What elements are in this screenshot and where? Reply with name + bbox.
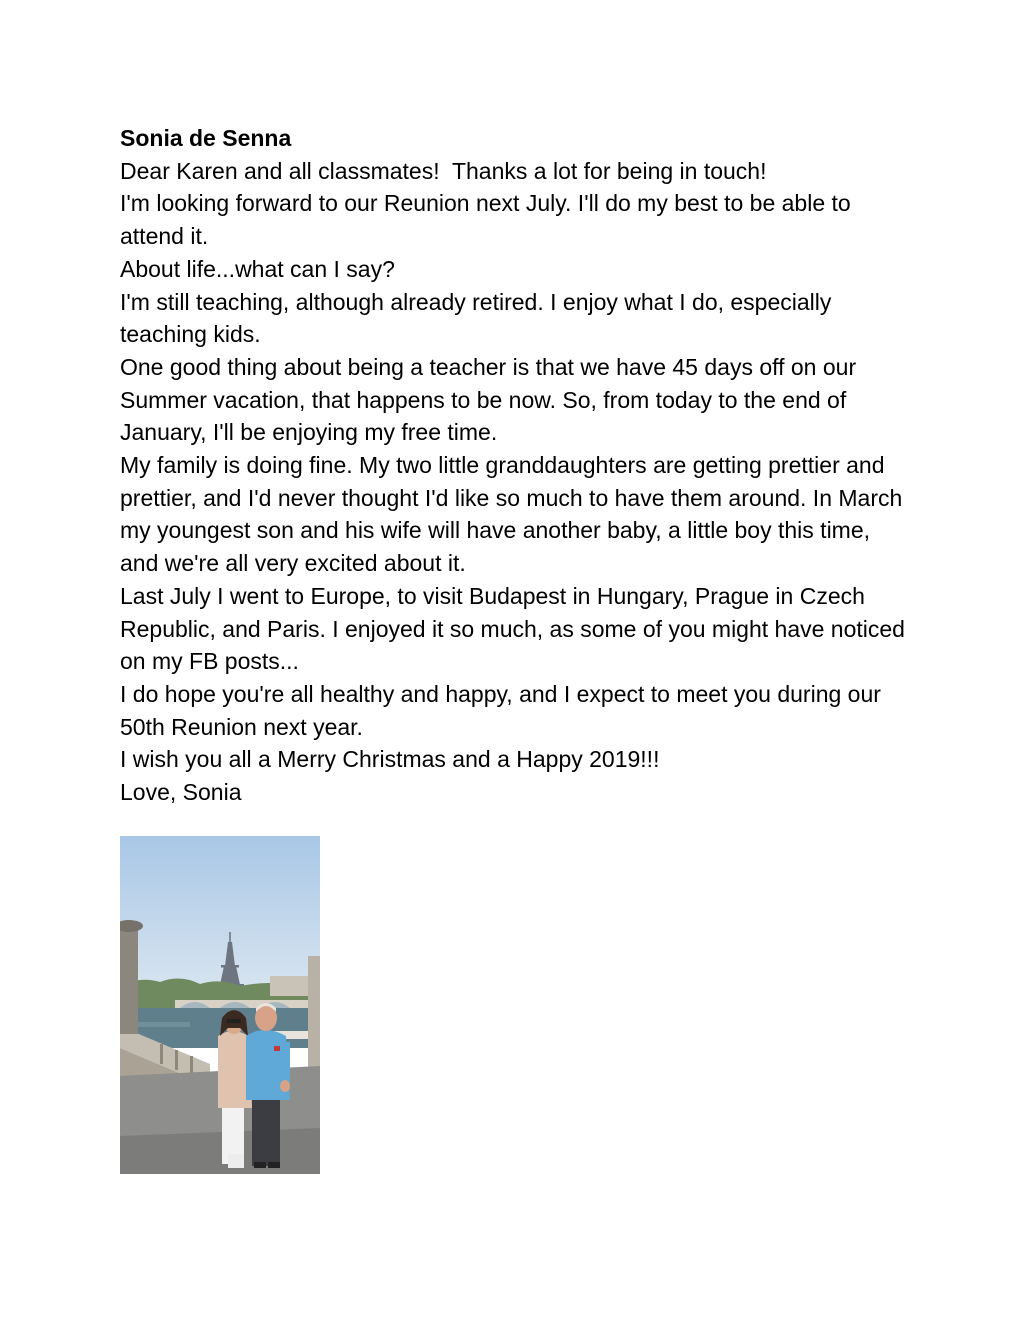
letter-body (120, 122, 910, 809)
letter-paragraph: My family is doing fine. My two little granddaughters are getting prettier and prettier, and I'd never thought I'd like so much to have them around. In March my youngest son and his wife will have another baby, a little boy this time, and we're all very excited about it. (120, 452, 909, 577)
letter-paragraph: I wish you all a Merry Christmas and a Happy 2019!!! (120, 746, 660, 773)
photo-illustration (120, 836, 320, 1174)
paris-couple-photo (120, 836, 320, 1174)
letter-heading: Sonia de Senna (120, 125, 292, 151)
letter-paragraph: I'm still teaching, although already retired. I enjoy what I do, especially teaching kids. (120, 288, 838, 348)
letter-signoff: Love, Sonia (120, 779, 242, 806)
letter-paragraph: About life...what can I say? (120, 255, 395, 282)
bridge (175, 1000, 320, 1008)
letter-paragraph: I'm looking forward to our Reunion next July. I'll do my best to be able to attend it. (120, 190, 858, 250)
letter-paragraph: One good thing about being a teacher is that we have 45 days off on our Summer vacation, that happens to be now. So, from today to the end of January, I'll be enjoying my free time. (120, 353, 863, 446)
distant-building (270, 976, 310, 996)
letter-paragraph: I do hope you're all healthy and happy, and I expect to meet you during our 50th Reunion next year. (120, 680, 888, 740)
letter-paragraph: Dear Karen and all classmates! Thanks a lot for being in touch! (120, 157, 767, 184)
letter-paragraph: Last July I went to Europe, to visit Budapest in Hungary, Prague in Czech Republic, and Paris. I enjoyed it so much, as some of you might have noticed on my FB posts... (120, 582, 912, 675)
